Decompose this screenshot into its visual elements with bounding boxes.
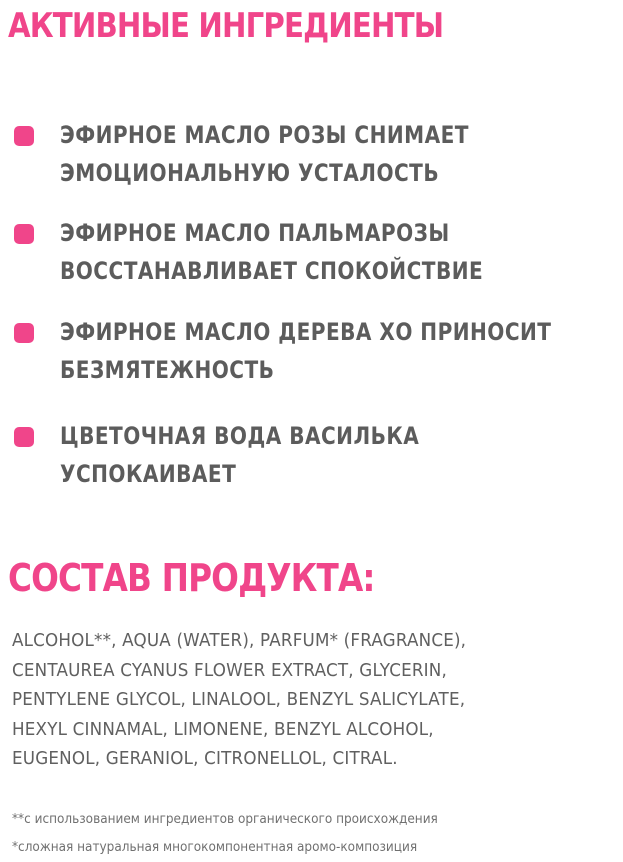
bullet-icon — [14, 323, 34, 343]
bullet-icon — [14, 126, 34, 146]
ingredient-text: ЭФИРНОЕ МАСЛО РОЗЫ СНИМАЕТ ЭМОЦИОНАЛЬНУЮ УСТАЛОСТЬ — [60, 121, 469, 187]
composition-text: ALCOHOL**, AQUA (WATER), PARFUM* (FRAGRANCE), CENTAUREA CYANUS FLOWER EXTRACT, GLYCERIN, PENTYLENE GLYCOL, LINALOOL, BENZYL SALICYLATE, HEXYL CINNAMAL, LIMONENE, BENZYL ALCOHOL, EUGENOL, GERANIOL, CITRONELLOL, CITRAL. — [12, 630, 467, 769]
ingredient-text: ЦВЕТОЧНАЯ ВОДА ВАСИЛЬКА УСПОКАИВАЕТ — [60, 422, 420, 488]
active-ingredients-heading: АКТИВНЫЕ ИНГРЕДИЕНТЫ — [8, 6, 444, 46]
composition-heading: СОСТАВ ПРОДУКТА: — [8, 556, 375, 600]
ingredient-text: ЭФИРНОЕ МАСЛО ПАЛЬМАРОЗЫ ВОССТАНАВЛИВАЕТ СПОКОЙСТВИЕ — [60, 219, 484, 285]
footnote-organic: **с использованием ингредиентов органического происхождения — [12, 812, 438, 827]
bullet-icon — [14, 224, 34, 244]
footnote-fragrance: *сложная натуральная многокомпонентная аромо-композиция — [12, 840, 418, 855]
ingredient-text: ЭФИРНОЕ МАСЛО ДЕРЕВА ХО ПРИНОСИТ БЕЗМЯТЕЖНОСТЬ — [60, 318, 552, 384]
bullet-icon — [14, 427, 34, 447]
